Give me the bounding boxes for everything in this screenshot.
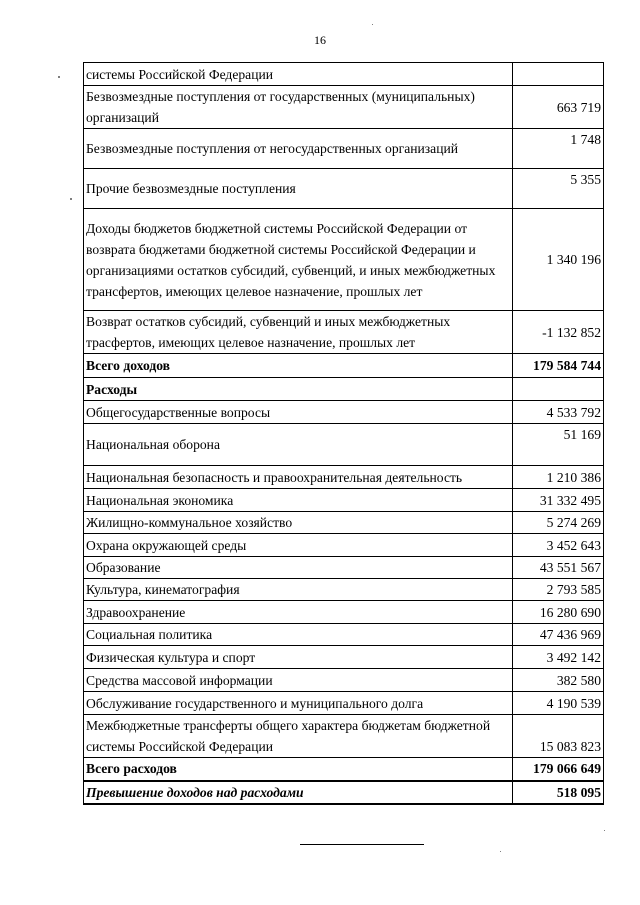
- row-value: 1 210 386: [513, 466, 604, 489]
- scan-speck: [372, 24, 373, 25]
- table-row: [84, 86, 604, 129]
- page-number: 16: [314, 33, 326, 47]
- table-row: [84, 512, 604, 534]
- table-row: [84, 646, 604, 669]
- table-row: [84, 758, 604, 781]
- table-row: [84, 311, 604, 354]
- row-label: Средства массовой информации: [84, 669, 513, 692]
- table-row: [84, 378, 604, 401]
- table-row: [84, 354, 604, 378]
- row-value: 2 793 585: [513, 579, 604, 601]
- table-row: [84, 579, 604, 601]
- table-row: [84, 169, 604, 209]
- table-row: [84, 209, 604, 311]
- row-value: 4 190 539: [513, 692, 604, 715]
- row-value: -1 132 852: [513, 311, 604, 354]
- row-label: Образование: [84, 557, 513, 579]
- scan-speck: [604, 830, 605, 831]
- scan-speck: [70, 198, 72, 200]
- row-label: Всего расходов: [84, 758, 513, 781]
- row-label: Охрана окружающей среды: [84, 534, 513, 557]
- row-label: Обслуживание государственного и муниципального долга: [84, 692, 513, 715]
- row-label: Расходы: [84, 378, 513, 401]
- row-value: 47 436 969: [513, 624, 604, 646]
- table-row: [84, 63, 604, 86]
- row-label: Культура, кинематография: [84, 579, 513, 601]
- table-row: [84, 129, 604, 169]
- table-row: [84, 489, 604, 512]
- table-row: [84, 601, 604, 624]
- row-value: 16 280 690: [513, 601, 604, 624]
- row-value: 15 083 823: [513, 715, 604, 758]
- row-value: 179 584 744: [513, 354, 604, 378]
- row-value: 382 580: [513, 669, 604, 692]
- footer-rule: [300, 844, 424, 845]
- table-row: [84, 715, 604, 758]
- row-label: Физическая культура и спорт: [84, 646, 513, 669]
- row-value: 5 274 269: [513, 512, 604, 534]
- table-row: [84, 669, 604, 692]
- row-value: 518 095: [513, 781, 604, 804]
- table-row: [84, 401, 604, 424]
- table-row: [84, 466, 604, 489]
- row-value: [513, 378, 604, 401]
- table-row: [84, 424, 604, 466]
- table-row: [84, 557, 604, 579]
- row-label: Безвозмездные поступления от государственных (муниципальных) организаций: [84, 86, 513, 129]
- row-label: Национальная экономика: [84, 489, 513, 512]
- row-value: 43 551 567: [513, 557, 604, 579]
- row-label: Социальная политика: [84, 624, 513, 646]
- table-row: [84, 692, 604, 715]
- row-value: 179 066 649: [513, 758, 604, 781]
- row-label: Национальная оборона: [84, 424, 513, 466]
- row-value: 31 332 495: [513, 489, 604, 512]
- row-value: 1 340 196: [513, 209, 604, 311]
- row-label: Межбюджетные трансферты общего характера бюджетам бюджетной системы Российской Федерации: [84, 715, 513, 758]
- row-label: системы Российской Федерации: [84, 63, 513, 86]
- table-row: [84, 781, 604, 804]
- row-label: Общегосударственные вопросы: [84, 401, 513, 424]
- row-label: Доходы бюджетов бюджетной системы Российской Федерации от возврата бюджетами бюджетной системы Российской Федерации и организациями остатков субсидий, субвенций, и иных межбюджетных трансфертов, имеющих целевое назначение, прошлых лет: [84, 209, 513, 311]
- row-value: 4 533 792: [513, 401, 604, 424]
- row-value: 5 355: [513, 169, 604, 209]
- row-value: 663 719: [513, 86, 604, 129]
- row-value: [513, 63, 604, 86]
- scan-speck: [500, 851, 501, 852]
- row-label: Национальная безопасность и правоохранительная деятельность: [84, 466, 513, 489]
- row-label: Здравоохранение: [84, 601, 513, 624]
- row-label: Прочие безвозмездные поступления: [84, 169, 513, 209]
- row-label: Превышение доходов над расходами: [84, 781, 513, 804]
- row-label: Безвозмездные поступления от негосударственных организаций: [84, 129, 513, 169]
- row-value: 51 169: [513, 424, 604, 466]
- row-label: Возврат остатков субсидий, субвенций и иных межбюджетных трасфертов, имеющих целевое назначение, прошлых лет: [84, 311, 513, 354]
- scan-speck: [58, 76, 60, 78]
- row-label: Всего доходов: [84, 354, 513, 378]
- row-label: Жилищно-коммунальное хозяйство: [84, 512, 513, 534]
- row-value: 3 492 142: [513, 646, 604, 669]
- budget-table: [83, 62, 604, 805]
- row-value: 3 452 643: [513, 534, 604, 557]
- table-row: [84, 624, 604, 646]
- table-row: [84, 534, 604, 557]
- row-value: 1 748: [513, 129, 604, 169]
